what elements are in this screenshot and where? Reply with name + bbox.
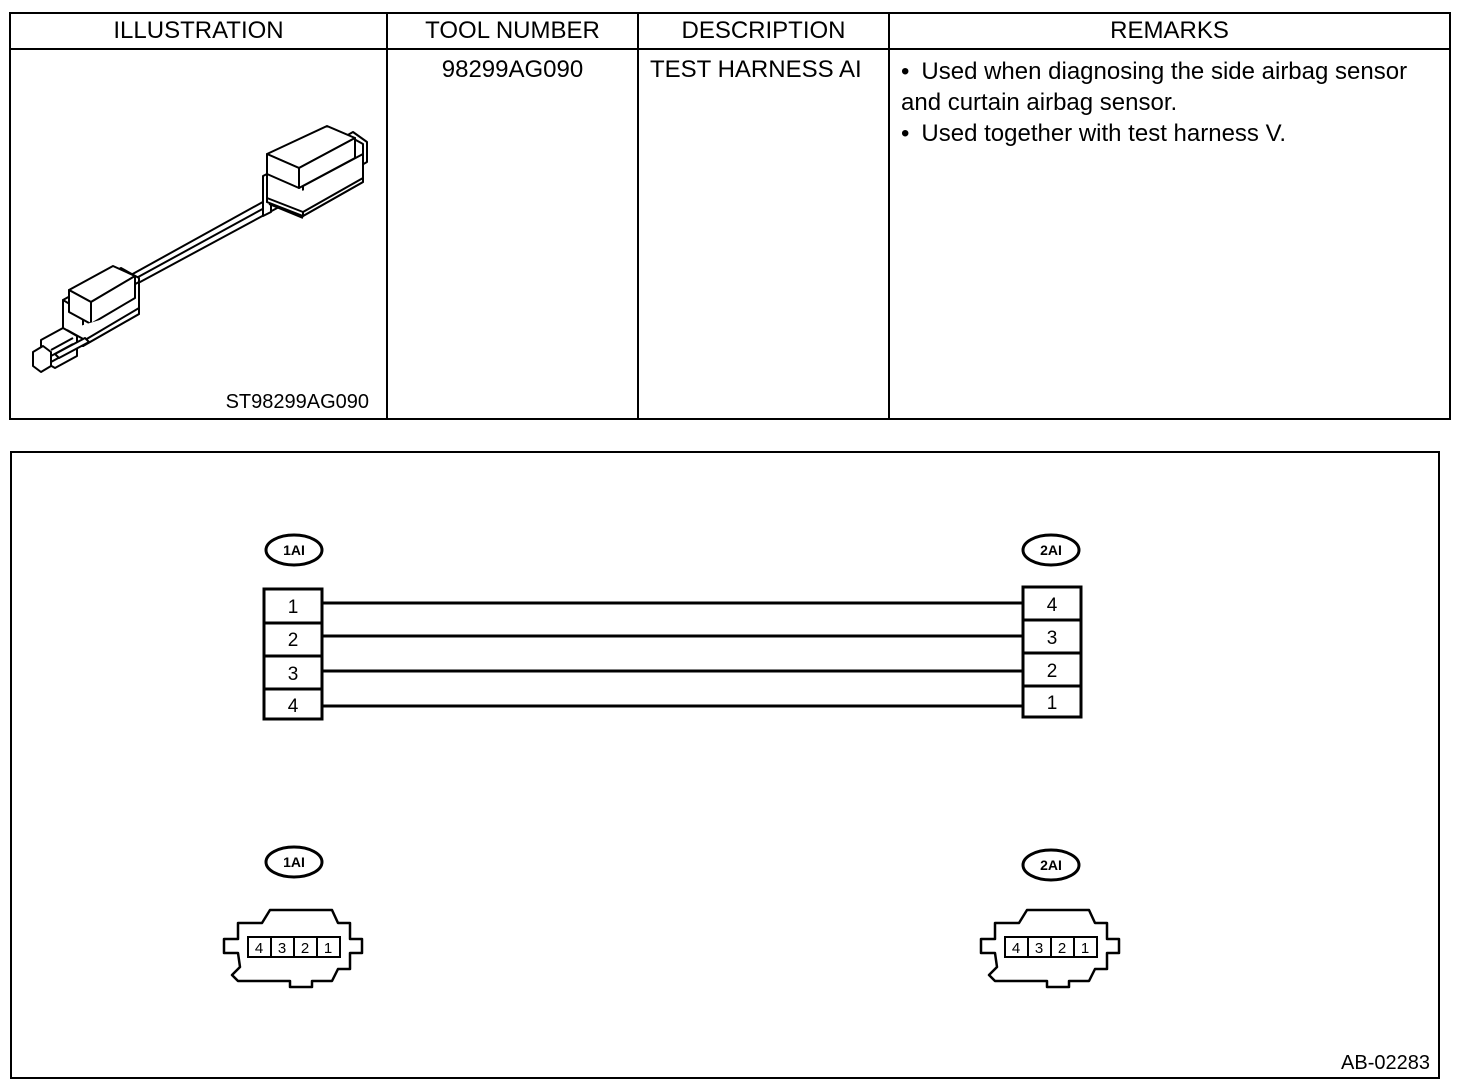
right-pin-number: 2 (1046, 661, 1058, 682)
right-face-pin: 1 (1080, 940, 1090, 957)
wiring-svg (12, 453, 1438, 1077)
right-face-pin: 2 (1057, 940, 1067, 957)
illustration-cell (10, 49, 387, 419)
left-connector-id: 1AI (283, 542, 305, 558)
right-pin-number: 4 (1046, 595, 1058, 616)
right-face-pin: 4 (1011, 940, 1021, 957)
left-pin-number: 2 (287, 630, 299, 651)
remark-item: • Used together with test harness V. (901, 118, 1441, 149)
left-face-pin: 2 (300, 940, 310, 957)
left-face-pin: 3 (277, 940, 287, 957)
harness-illustration (11, 50, 388, 418)
left-face-id: 1AI (283, 854, 305, 870)
right-pin-number: 1 (1046, 693, 1058, 714)
right-connector-id: 2AI (1040, 542, 1062, 558)
tool-number-cell: 98299AG090 (387, 49, 638, 419)
right-pin-number: 3 (1046, 628, 1058, 649)
left-pin-number: 4 (287, 696, 299, 717)
remarks-cell (889, 49, 1450, 419)
figure-code: AB-02283 (1341, 1052, 1430, 1074)
header-remarks: REMARKS (889, 13, 1450, 49)
left-pin-number: 1 (287, 597, 299, 618)
tool-table (9, 12, 1451, 420)
table-header-row (10, 13, 1450, 49)
left-pin-number: 3 (287, 664, 299, 685)
description-cell: TEST HARNESS AI (638, 49, 889, 419)
right-face-pin: 3 (1034, 940, 1044, 957)
remark-item: • Used when diagnosing the side airbag sensor and curtain airbag sensor. (901, 56, 1441, 118)
illustration-code: ST98299AG090 (225, 391, 369, 413)
right-face-id: 2AI (1040, 857, 1062, 873)
wiring-diagram (10, 451, 1440, 1079)
remarks-list (901, 56, 1441, 149)
table-row (10, 49, 1450, 419)
header-tool-number: TOOL NUMBER (387, 13, 638, 49)
left-face-pin: 1 (323, 940, 333, 957)
header-illustration: ILLUSTRATION (10, 13, 387, 49)
header-description: DESCRIPTION (638, 13, 889, 49)
left-face-pin: 4 (254, 940, 264, 957)
